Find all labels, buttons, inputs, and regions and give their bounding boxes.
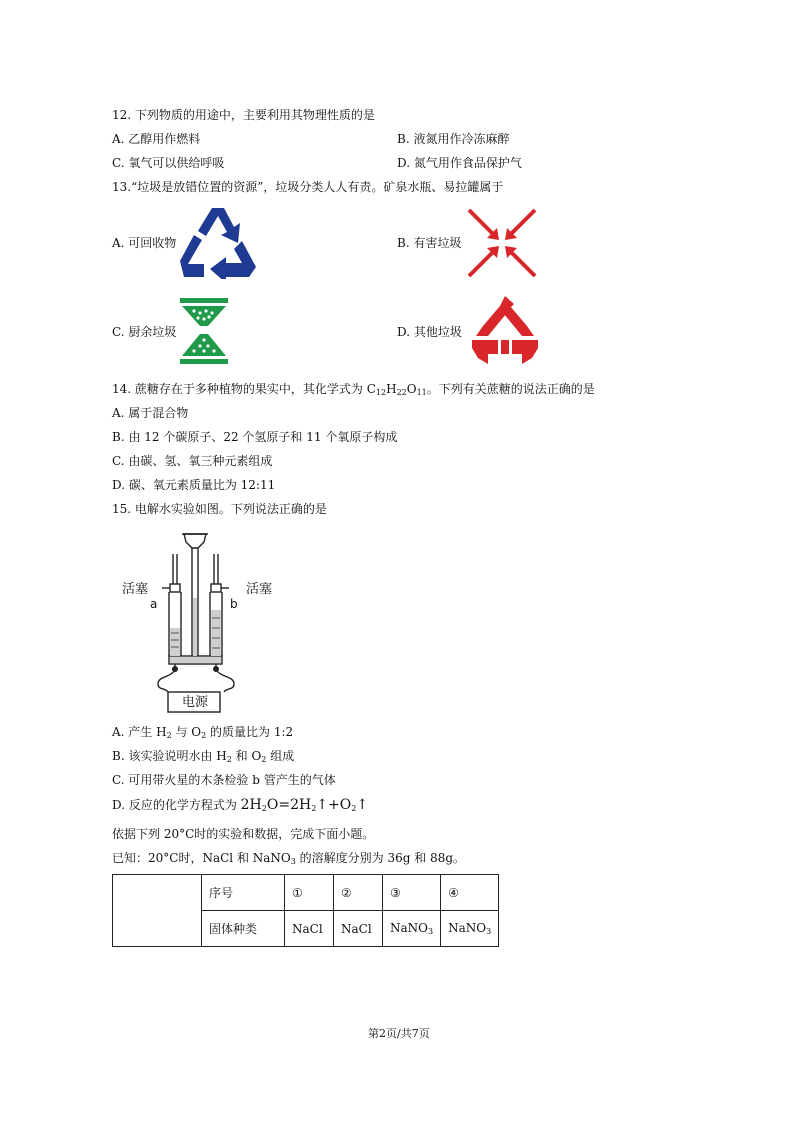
table-blank-cell [113, 875, 202, 947]
gas-arrow-2: ↑ [356, 797, 369, 813]
intro-line-2 [112, 850, 465, 870]
eq-part-1: 2H [240, 797, 262, 813]
q13-stem: 13.“垃圾是放错位置的资源”，垃圾分类人人有责。矿泉水瓶、易拉罐属于 [112, 180, 504, 194]
q15-a-sub-2: 2 [201, 731, 207, 740]
table-cell: ① [285, 875, 334, 911]
hazardous-icon [466, 207, 538, 279]
table-cell: ③ [383, 875, 441, 911]
q15-a-text-2: 与 O [171, 725, 202, 739]
table-cell: NaCl [334, 911, 383, 947]
q15-b-text-2: 和 O [231, 749, 262, 763]
q14-option-a: A. 属于混合物 [112, 406, 189, 420]
experiment-table [112, 874, 499, 947]
q13-option-d: D. 其他垃圾 [397, 325, 462, 339]
solid-name: NaNO [448, 921, 487, 935]
tube-b-label: b [230, 597, 238, 611]
q15-b-text-1: B. 该实验说明水由 H [112, 749, 227, 763]
q13-option-a: A. 可回收物 [112, 236, 177, 250]
q12-option-d: D. 氮气用作食品保护气 [397, 156, 522, 170]
formula-c-count: 12 [375, 388, 387, 397]
q15-option-a [112, 724, 293, 744]
formula-h-count: 22 [396, 388, 407, 397]
page-footer: 第2页/共7页 [368, 1027, 430, 1040]
table-cell [383, 911, 441, 947]
q15-option-d [112, 797, 368, 817]
q12-stem: 12. 下列物质的用途中，主要利用其物理性质的是 [112, 108, 375, 122]
q13-option-b: B. 有害垃圾 [397, 236, 462, 250]
valve-right-label: 活塞 [246, 582, 273, 597]
q15-stem: 15. 电解水实验如图。下列说法正确的是 [112, 502, 327, 516]
q15-d-text: D. 反应的化学方程式为 [112, 798, 241, 812]
eq-sub-1: 2 [261, 804, 267, 813]
formula-o: O [406, 382, 417, 396]
intro-line-1: 依据下列 20°C时的实验和数据，完成下面小题。 [112, 827, 375, 841]
recyclable-icon [176, 205, 258, 279]
q12-option-b: B. 液氮用作冷冻麻醉 [397, 132, 510, 146]
valve-left-label: 活塞 [122, 582, 149, 597]
q14-stem [112, 381, 595, 401]
q15-option-b [112, 748, 294, 768]
formula-c: C [366, 382, 376, 396]
q15-a-text-1: A. 产生 H [112, 725, 167, 739]
eq-sub-2: 2 [311, 804, 317, 813]
gas-arrow-1: ↑ [316, 797, 329, 813]
tube-a-label: a [150, 597, 158, 611]
intro-line-2-end: 的溶解度分别为 36g 和 88g。 [295, 851, 466, 865]
q14-option-b: B. 由 12 个碳原子、22 个氢原子和 11 个氧原子构成 [112, 430, 398, 444]
q12-option-a: A. 乙醇用作燃料 [112, 132, 201, 146]
power-supply-label: 电源 [182, 695, 209, 710]
q14-option-c: C. 由碳、氢、氧三种元素组成 [112, 454, 273, 468]
q15-a-sub-1: 2 [166, 731, 172, 740]
table-cell: ④ [441, 875, 499, 911]
q15-b-sub-1: 2 [226, 755, 232, 764]
electrolysis-apparatus-diagram [118, 528, 278, 714]
q14-stem-prefix: 14. 蔗糖存在于多种植物的果实中，其化学式为 [112, 382, 367, 396]
table-cell [441, 911, 499, 947]
q12-option-c: C. 氧气可以供给呼吸 [112, 156, 225, 170]
table-header-solid: 固体种类 [202, 911, 285, 947]
eq-part-3: +O [328, 797, 352, 813]
q14-stem-suffix: 。下列有关蔗糖的说法正确的是 [426, 382, 595, 396]
eq-sub-3: 2 [351, 804, 357, 813]
table-row [113, 875, 499, 911]
table-header-number: 序号 [202, 875, 285, 911]
table-cell: ② [334, 875, 383, 911]
q15-b-sub-2: 2 [261, 755, 267, 764]
solid-sub: 3 [486, 927, 492, 936]
q15-option-c: C. 可用带火星的木条检验 b 管产生的气体 [112, 773, 336, 787]
eq-part-2: O=2H [266, 797, 312, 813]
table-cell: NaCl [285, 911, 334, 947]
solid-name: NaNO [390, 921, 428, 935]
kitchen-waste-icon [178, 296, 230, 366]
q15-d-equation [241, 797, 368, 813]
solid-sub: 3 [428, 927, 434, 936]
q15-b-text-3: 组成 [266, 749, 295, 763]
sucrose-formula [367, 382, 427, 396]
intro-line-2-text: 已知：20°C时，NaCl 和 NaNO [112, 851, 291, 865]
q13-option-c: C. 厨余垃圾 [112, 325, 177, 339]
other-waste-icon [470, 294, 540, 368]
intro-line-2-sub: 3 [290, 857, 296, 866]
q15-a-text-3: 的质量比为 1:2 [206, 725, 294, 739]
formula-h: H [386, 382, 397, 396]
formula-o-count: 11 [416, 388, 427, 397]
q14-option-d: D. 碳、氧元素质量比为 12:11 [112, 478, 276, 492]
